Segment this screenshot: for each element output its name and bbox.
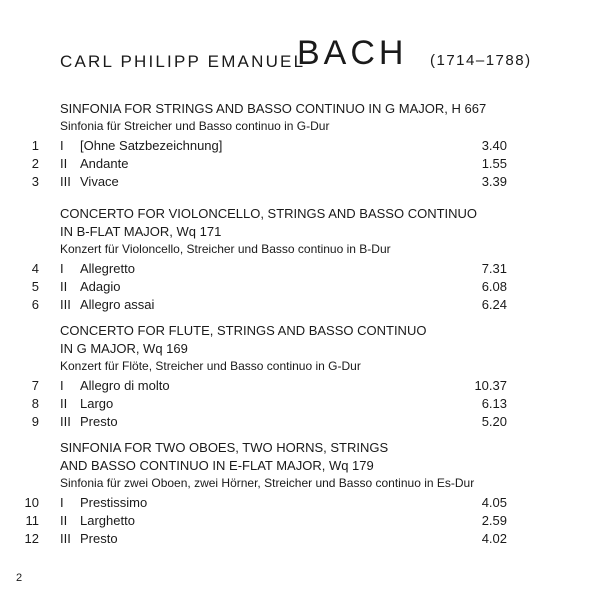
track-duration: 4.02 <box>481 531 507 546</box>
work-title: SINFONIA FOR TWO OBOES, TWO HORNS, STRINGS <box>60 440 389 455</box>
movement-numeral: II <box>60 513 68 528</box>
movement-title: Largo <box>80 396 114 411</box>
track-row <box>0 377 599 395</box>
movement-title: Presto <box>80 531 118 546</box>
track-number: 5 <box>31 279 39 294</box>
track-row <box>0 530 599 548</box>
work-title: CONCERTO FOR FLUTE, STRINGS AND BASSO CONTINUO <box>60 323 427 338</box>
composer-first-names: CARL PHILIPP EMANUEL <box>60 52 306 71</box>
movement-numeral: I <box>60 261 64 276</box>
movement-title: Allegro di molto <box>80 378 170 393</box>
movement-title: Allegretto <box>80 261 135 276</box>
track-row <box>0 278 599 296</box>
track-duration: 4.05 <box>481 495 507 510</box>
movement-numeral: III <box>60 414 71 429</box>
track-number: 12 <box>24 531 39 546</box>
track-number: 1 <box>31 138 39 153</box>
work-title: CONCERTO FOR VIOLONCELLO, STRINGS AND BASSO CONTINUO <box>60 206 478 221</box>
work-title: SINFONIA FOR STRINGS AND BASSO CONTINUO IN G MAJOR, H 667 <box>60 101 487 116</box>
work-title-continued: AND BASSO CONTINUO IN E-FLAT MAJOR, Wq 179 <box>60 458 374 473</box>
track-number: 2 <box>31 156 39 171</box>
track-duration: 6.24 <box>481 297 507 312</box>
movement-title: Prestissimo <box>80 495 148 510</box>
movement-title: [Ohne Satzbezeichnung] <box>80 138 223 153</box>
movement-numeral: I <box>60 138 64 153</box>
track-row <box>0 173 599 191</box>
track-row <box>0 413 599 431</box>
composer-header <box>60 34 580 74</box>
composer-surname: BACH <box>297 34 408 72</box>
movement-title: Allegro assai <box>80 297 155 312</box>
track-number: 11 <box>25 513 39 528</box>
track-number: 8 <box>31 396 39 411</box>
movement-title: Presto <box>80 414 118 429</box>
movement-numeral: I <box>60 378 64 393</box>
track-number: 4 <box>31 261 39 276</box>
track-duration: 6.13 <box>481 396 507 411</box>
work-subtitle: Konzert für Flöte, Streicher und Basso continuo in G-Dur <box>60 359 361 373</box>
track-duration: 2.59 <box>481 513 507 528</box>
movement-title: Adagio <box>80 279 121 294</box>
track-row <box>0 395 599 413</box>
composer-dates: (1714–1788) <box>430 52 532 69</box>
movement-numeral: II <box>60 279 68 294</box>
movement-title: Vivace <box>80 174 119 189</box>
track-row <box>0 260 599 278</box>
movement-numeral: III <box>60 297 71 312</box>
track-duration: 6.08 <box>481 279 507 294</box>
track-row <box>0 296 599 314</box>
movement-numeral: I <box>60 495 64 510</box>
movement-numeral: II <box>60 156 68 171</box>
track-number: 3 <box>31 174 39 189</box>
work-subtitle: Sinfonia für zwei Oboen, zwei Hörner, Streicher und Basso continuo in Es-Dur <box>60 476 475 490</box>
movement-numeral: II <box>60 396 68 411</box>
work-title-continued: IN B-FLAT MAJOR, Wq 171 <box>60 224 222 239</box>
track-number: 7 <box>31 378 39 393</box>
track-number: 9 <box>31 414 39 429</box>
track-duration: 1.55 <box>481 156 507 171</box>
movement-title: Andante <box>80 156 129 171</box>
track-row <box>0 155 599 173</box>
track-duration: 5.20 <box>481 414 507 429</box>
movement-numeral: III <box>60 531 71 546</box>
track-duration: 10.37 <box>474 378 507 393</box>
track-row <box>0 137 599 155</box>
page-number: 2 <box>16 572 23 584</box>
work-subtitle: Konzert für Violoncello, Streicher und Basso continuo in B-Dur <box>60 242 391 256</box>
track-duration: 3.40 <box>481 138 507 153</box>
movement-title: Larghetto <box>80 513 135 528</box>
track-row <box>0 512 599 530</box>
movement-numeral: III <box>60 174 71 189</box>
track-duration: 3.39 <box>481 174 507 189</box>
track-number: 6 <box>31 297 39 312</box>
work-title-continued: IN G MAJOR, Wq 169 <box>60 341 188 356</box>
work-subtitle: Sinfonia für Streicher und Basso continuo in G-Dur <box>60 119 330 133</box>
track-duration: 7.31 <box>481 261 507 276</box>
track-number: 10 <box>24 495 39 510</box>
track-row <box>0 494 599 512</box>
